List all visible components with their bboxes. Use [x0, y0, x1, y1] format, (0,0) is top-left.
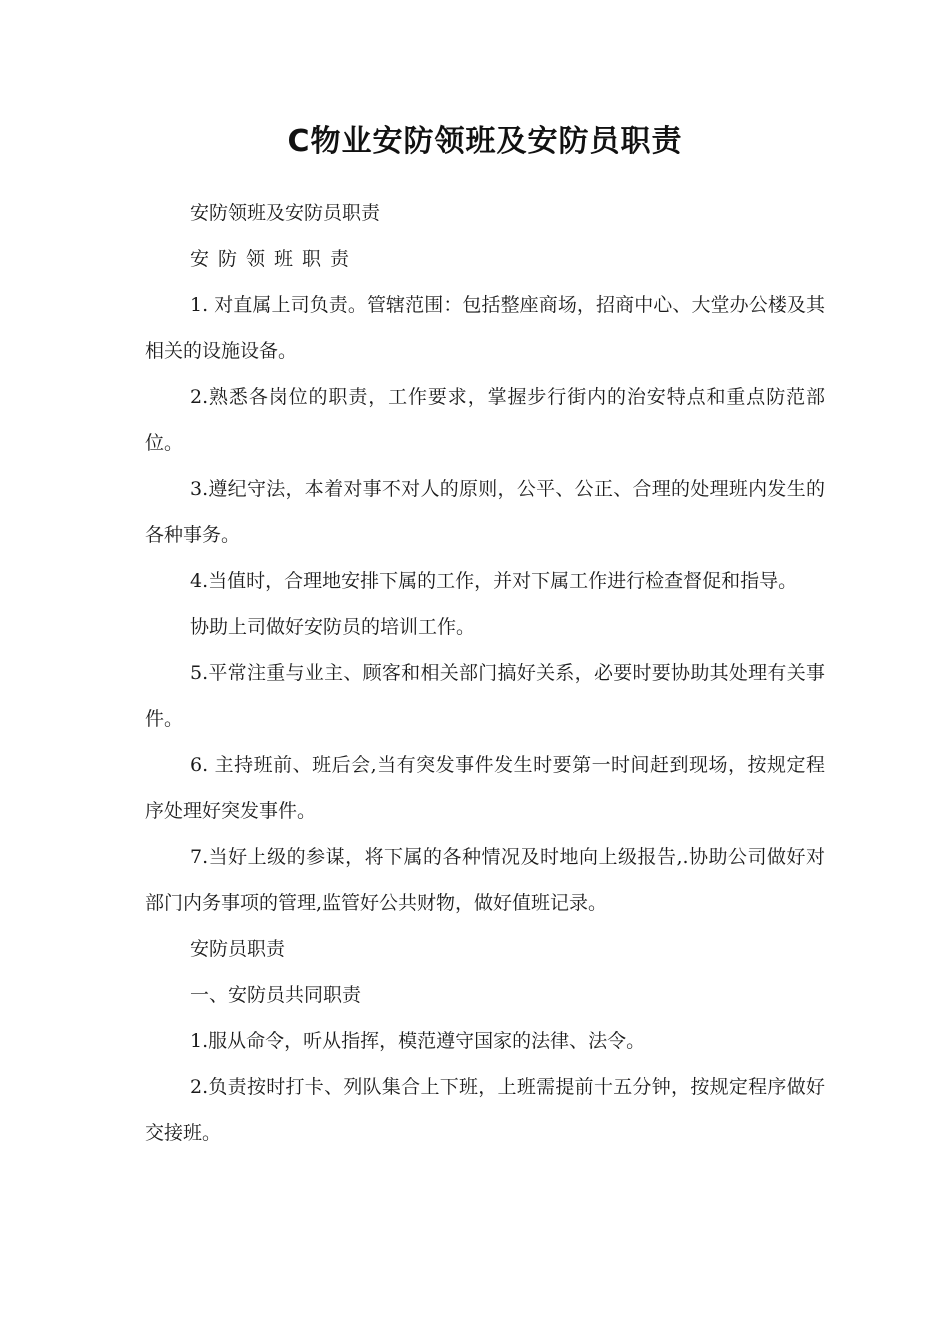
duty-paragraph-training: 协助上司做好安防员的培训工作。	[190, 616, 476, 638]
duty-paragraph-3: 3.遵纪守法，本着对事不对人的原则，公平、公正、合理的处理班内发生的各种事务。	[145, 478, 825, 546]
document-page	[145, 118, 825, 1156]
duty-paragraph-5: 5.平常注重与业主、顾客和相关部门搞好关系，必要时要协助其处理有关事件。	[145, 662, 825, 730]
subtitle-paragraph: 安防领班及安防员职责	[190, 202, 381, 224]
duty-paragraph-1: 1. 对直属上司负责。管辖范围：包括整座商场，招商中心、大堂办公楼及其相关的设施设备。	[145, 294, 825, 362]
duty-paragraph-4: 4.当值时，合理地安排下属的工作，并对下属工作进行检查督促和指导。	[190, 570, 798, 592]
section-heading-guard: 安防员职责	[190, 938, 286, 960]
page-title: C物业安防领班及安防员职责	[287, 124, 683, 159]
duty-paragraph-7: 7.当好上级的参谋，将下属的各种情况及时地向上级报告,.协助公司做好对部门内务事项的管理,监管好公共财物，做好值班记录。	[145, 846, 825, 914]
subsection-heading-common: 一、安防员共同职责	[190, 984, 362, 1006]
section-heading-supervisor: 安防领班职责	[190, 248, 359, 270]
guard-duty-paragraph-1: 1.服从命令，听从指挥，模范遵守国家的法律、法令。	[190, 1030, 646, 1052]
guard-duty-paragraph-2: 2.负责按时打卡、列队集合上下班，上班需提前十五分钟，按规定程序做好交接班。	[145, 1076, 825, 1144]
duty-paragraph-6: 6. 主持班前、班后会,当有突发事件发生时要第一时间赶到现场，按规定程序处理好突发事件。	[145, 754, 825, 822]
duty-paragraph-2: 2.熟悉各岗位的职责，工作要求，掌握步行街内的治安特点和重点防范部位。	[145, 386, 825, 454]
